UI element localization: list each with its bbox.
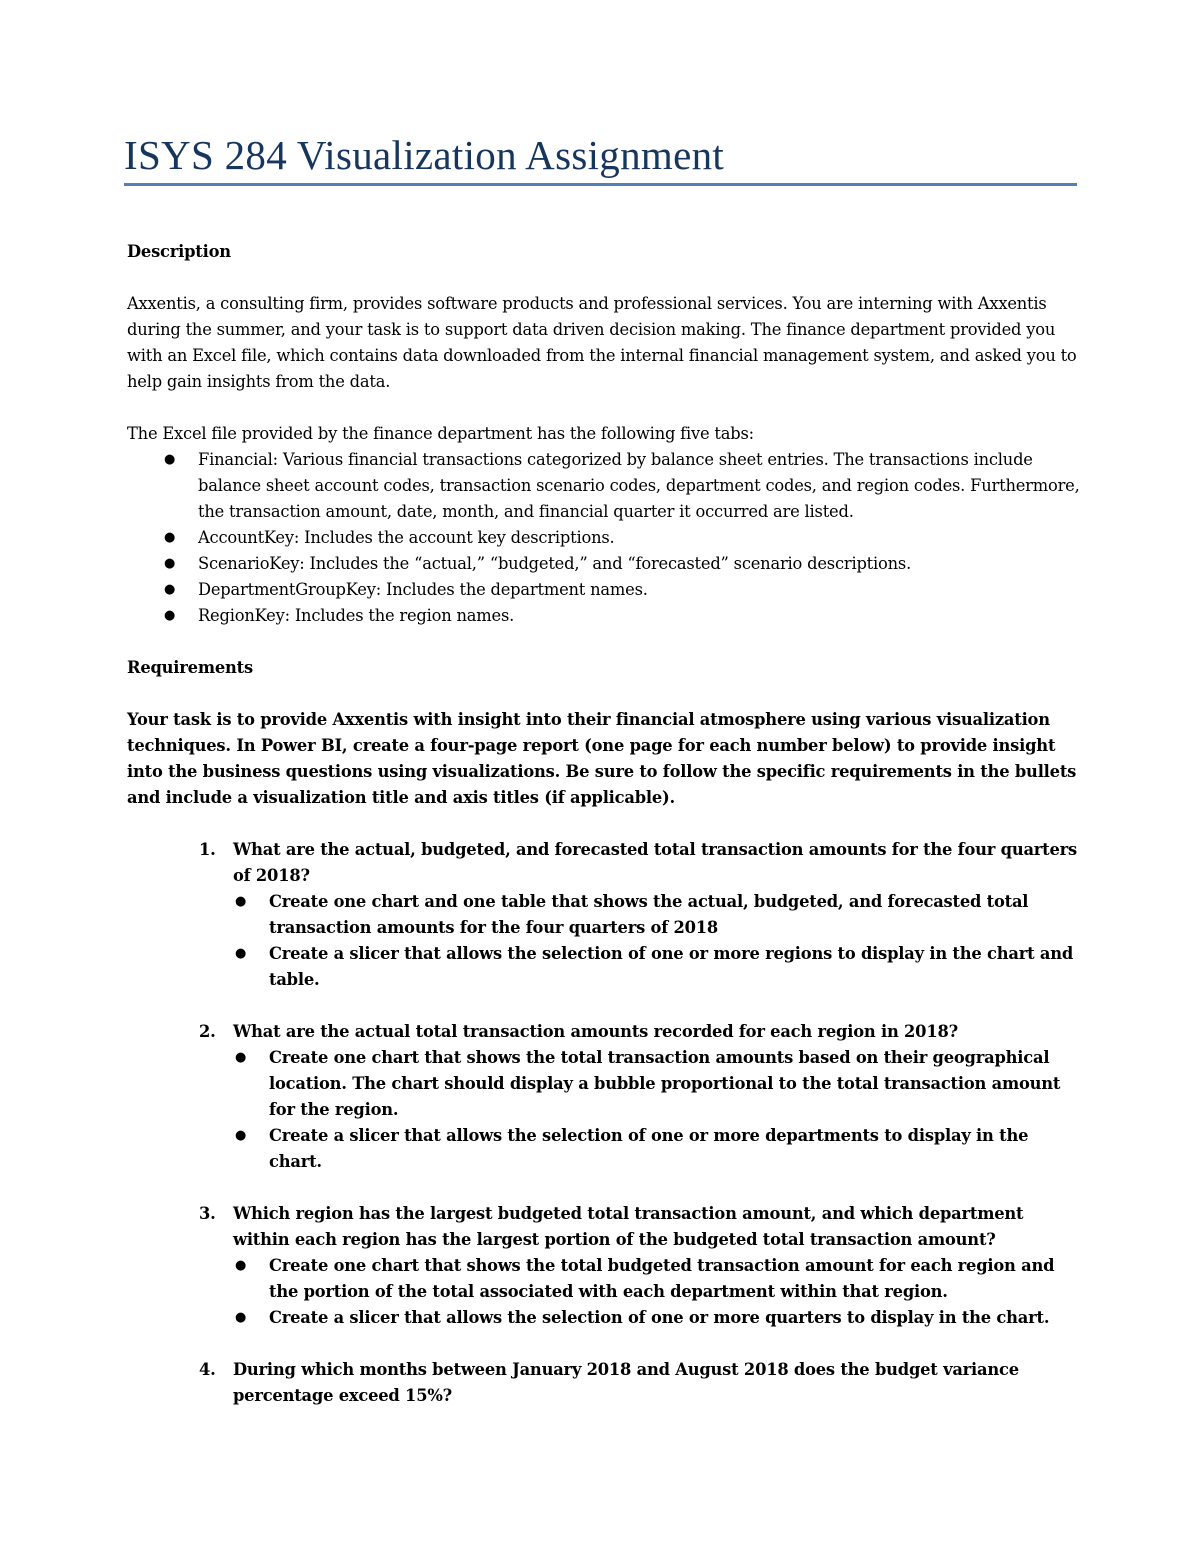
bullet-icon: ● [235,1310,247,1325]
requirement-text: Create a slicer that allows the selection of one or more quarters to display in the chart. [269,1308,1050,1327]
tab-item-accountkey [127,525,1082,551]
question-item [127,1357,1082,1409]
requirements-paragraph: Your task is to provide Axxentis with insight into their financial atmosphere using various visualization techniques. In Power BI, create a four-page report (one page for each number below) to provide insight into the business questions using visualizations. Be sure to follow the specific requirements in the bullets and include a visualization title and axis titles (if applicable). [127,710,1077,807]
bullet-icon: ● [164,530,176,545]
bullet-icon: ● [164,608,176,623]
tab-item-scenariokey [127,551,1082,577]
bullet-icon: ● [164,556,176,571]
page-title: ISYS 284 Visualization Assignment [124,132,725,178]
question-number: 2. [199,1022,216,1041]
description-heading: Description [127,242,231,261]
tab-item-text: Financial: Various financial transactions categorized by balance sheet entries. The transactions include balance sheet account codes, transaction scenario codes, department codes, and region codes. Furthermore, the transaction amount, date, month, and financial quarter it occurred are listed. [198,450,1080,521]
questions-list [127,837,1082,1409]
requirement-text: Create one chart and one table that shows the actual, budgeted, and forecasted total transaction amounts for the four quarters of 2018 [269,892,1029,937]
tab-item-text: ScenarioKey: Includes the “actual,” “budgeted,” and “forecasted” scenario descriptions. [198,554,912,573]
requirement-bullet [233,1123,1082,1175]
requirement-bullet [233,1045,1082,1123]
title-underline [124,183,1077,186]
requirement-text: Create a slicer that allows the selection of one or more departments to display in the chart. [269,1126,1029,1171]
question-number: 3. [199,1204,216,1223]
requirement-text: Create one chart that shows the total budgeted transaction amount for each region and the portion of the total associated with each department within that region. [269,1256,1055,1301]
requirement-bullet [233,1305,1082,1331]
question-text: Which region has the largest budgeted total transaction amount, and which department within each region has the largest portion of the budgeted total transaction amount? [233,1204,1024,1249]
tabs-intro: The Excel file provided by the finance department has the following five tabs: [127,424,754,443]
question-bullets [233,1045,1082,1175]
document-body [127,239,1082,1435]
question-bullets [233,889,1082,993]
bullet-icon: ● [164,582,176,597]
bullet-icon: ● [235,946,247,961]
description-paragraph: Axxentis, a consulting firm, provides software products and professional services. You are interning with Axxentis during the summer, and your task is to support data driven decision making. The finance department provided you with an Excel file, which contains data downloaded from the internal financial management system, and asked you to help gain insights from the data. [127,294,1077,391]
tabs-list [127,447,1082,629]
bullet-icon: ● [235,1128,247,1143]
requirement-text: Create a slicer that allows the selection of one or more regions to display in the chart and table. [269,944,1074,989]
bullet-icon: ● [164,452,176,467]
bullet-icon: ● [235,1258,247,1273]
tab-item-regionkey [127,603,1082,629]
requirement-bullet [233,889,1082,941]
requirement-bullet [233,941,1082,993]
question-item [127,837,1082,993]
question-number: 1. [199,840,216,859]
requirements-heading: Requirements [127,658,253,677]
question-text: What are the actual total transaction amounts recorded for each region in 2018? [233,1022,958,1041]
requirement-text: Create one chart that shows the total transaction amounts based on their geographical location. The chart should display a bubble proportional to the total transaction amount for the region. [269,1048,1061,1119]
question-text: During which months between January 2018 and August 2018 does the budget variance percentage exceed 15%? [233,1360,1019,1405]
tab-item-departmentgroupkey [127,577,1082,603]
tab-item-financial [127,447,1082,525]
question-text: What are the actual, budgeted, and forecasted total transaction amounts for the four quarters of 2018? [233,840,1078,885]
question-number: 4. [199,1360,216,1379]
question-item [127,1019,1082,1175]
question-item [127,1201,1082,1331]
tab-item-text: AccountKey: Includes the account key descriptions. [198,528,615,547]
bullet-icon: ● [235,1050,247,1065]
requirement-bullet [233,1253,1082,1305]
question-bullets [233,1253,1082,1331]
tab-item-text: RegionKey: Includes the region names. [198,606,515,625]
bullet-icon: ● [235,894,247,909]
tab-item-text: DepartmentGroupKey: Includes the department names. [198,580,648,599]
